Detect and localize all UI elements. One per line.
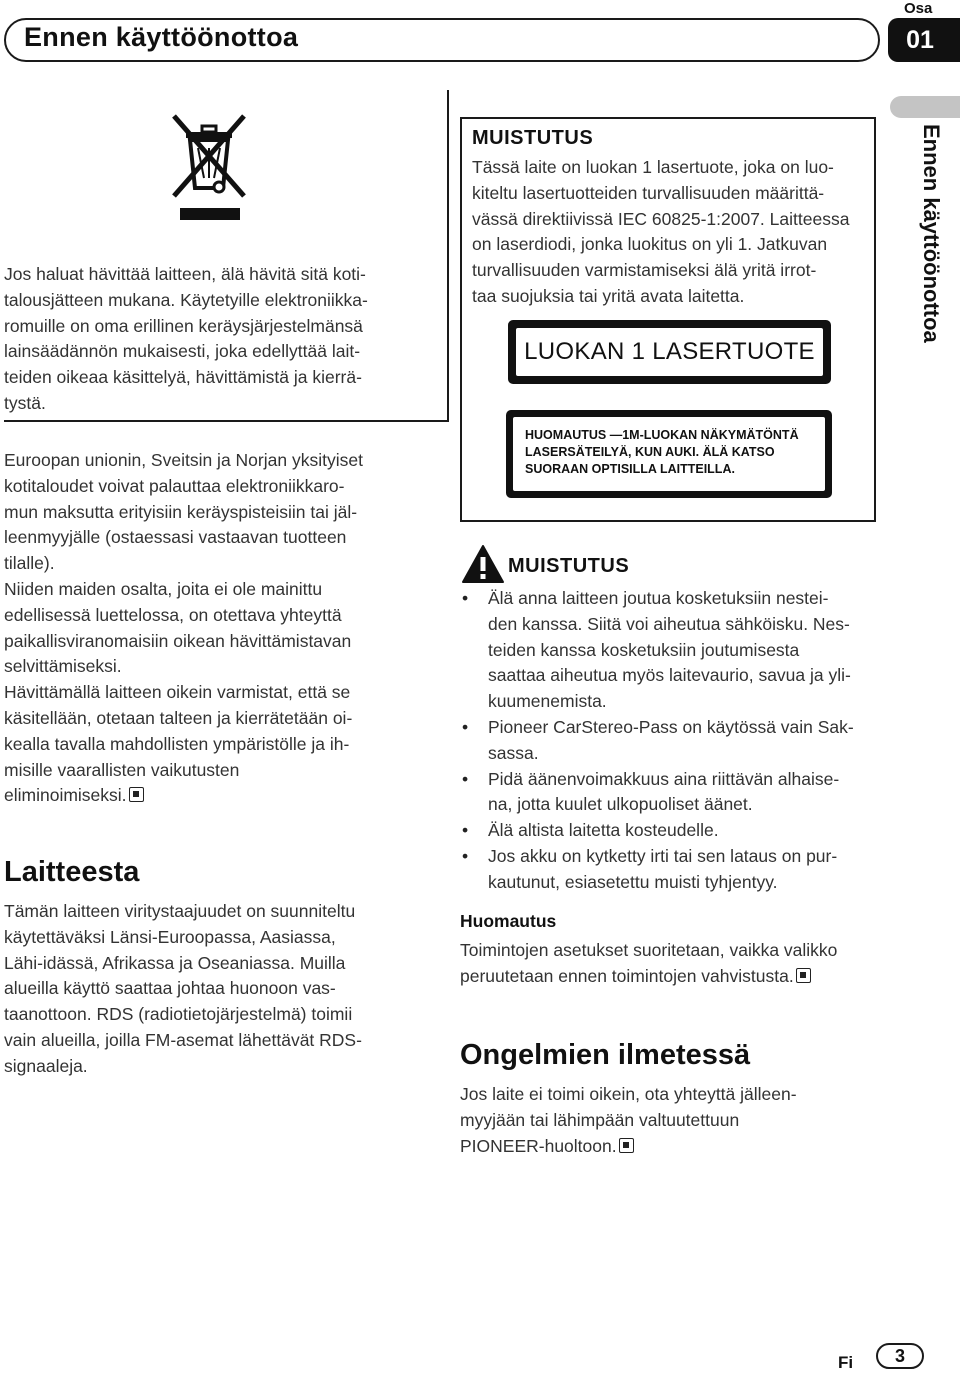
laser-warning-label <box>506 410 832 498</box>
warning-triangle-icon <box>461 544 505 589</box>
laitteesta-text: Tämän laitteen viritystaajuudet on suunniteltu käytettäväksi Länsi-Euroopassa, Aasiassa, Lähi-idässä, Afrikassa ja Oseaniassa. Muilla alueilla käyttö saattaa johtaa huonoon vas- taanottoon. RDS (radiotietojärjestelmä) toimii vain alueilla, joilla FM-asemat lähettävät RDS- signaaleja. <box>4 901 362 1076</box>
class1-laser-label-text: LUOKAN 1 LASERTUOTE <box>516 328 823 376</box>
problems-heading: Ongelmien ilmetessä <box>460 1039 751 1071</box>
disposal-text: Euroopan unionin, Sveitsin ja Norjan yksityiset kotitaloudet voivat palauttaa elektroniikkaro- mun maksutta erityisiin keräyspisteisiin tai jäl- leenmyyjälle (ostaessasi vastaavan tuotteen tilalle). Niiden maiden osalta, joita ei ole mainittu edellisessä luettelossa, on otettava yhteyttä paikallisviranomaisiin oikean hävittämistavan selvittämiseksi. Hävittämällä laitteen oikein varmistat, että se käsitellään, otetaan talteen ja kierrätetään oi- kealla tavalla mahdollisten ympäristölle ja ih- misille vaarallisten vaikutusten eliminoimiseksi. <box>4 450 363 806</box>
section-label: Osa <box>904 0 933 17</box>
page-title: Ennen käyttöönottoa <box>24 22 299 52</box>
problems-text: Jos laite ei toimi oikein, ota yhteyttä jälleen- myyjään tai lähimpään valtuutettuun PIONEER-huoltoon. <box>460 1084 797 1156</box>
list-item: • Pioneer CarStereo-Pass on käytössä vain Sak- sassa. <box>460 715 876 767</box>
end-of-section-icon <box>619 1138 634 1153</box>
end-of-section-icon <box>129 787 144 802</box>
weee-text: Jos haluat hävittää laitteen, älä hävitä sitä koti- talousjätteen mukana. Käytetyille elektroniikka- romuille on oma erillinen keräysjärjestelmänsä lainsäädännön mukaisesti, joka edellyttää lait- teiden oikeaa käsittelyä, hävittämistä ja kierrä- tystä. <box>4 264 368 413</box>
language-code: Fi <box>838 1353 854 1372</box>
laser-warning-label-text: HUOMAUTUS —1M-LUOKAN NÄKYMÄTÖNTÄ LASERSÄTEILYÄ, KUN AUKI. ÄLÄ KATSO SUORAAN OPTISILLA LAITTEILLA. <box>513 417 825 491</box>
laitteesta-heading: Laitteesta <box>4 856 140 888</box>
end-of-section-icon <box>796 968 811 983</box>
laser-notice-text: Tässä laite on luokan 1 lasertuote, joka on luo- kiteltu lasertuotteiden turvallisuuden määrittä- vässä direktiivissä IEC 60825-1:2007. Laitteessa on laserdiodi, jonka luokitus on yli 1. Jatkuvan turvallisuuden varmistamiseksi älä yritä irrot- taa suojuksia tai yritä avata laitetta. <box>472 157 850 306</box>
caution-list <box>460 586 876 896</box>
chapter-number-badge: 01 <box>888 18 960 62</box>
side-tab-marker <box>890 96 960 118</box>
side-chapter-title: Ennen käyttöönottoa <box>919 124 944 343</box>
list-item: • Älä altista laitetta kosteudelle. <box>460 818 876 844</box>
class1-laser-label <box>508 320 831 384</box>
crossed-out-wheelie-bin-icon <box>168 112 250 229</box>
caution-heading: MUISTUTUS <box>508 555 630 577</box>
laser-notice-heading: MUISTUTUS <box>472 127 594 149</box>
note-heading: Huomautus <box>460 911 557 931</box>
page-number: 3 <box>876 1343 924 1369</box>
note-text: Toimintojen asetukset suoritetaan, vaikka valikko peruutetaan ennen toimintojen vahvistusta. <box>460 940 838 986</box>
list-item: • Pidä äänenvoimakkuus aina riittävän alhaise- na, jotta kuulet ulkopuoliset äänet. <box>460 767 876 819</box>
list-item: • Älä anna laitteen joutua kosketuksiin nestei- den kanssa. Siitä voi aiheutua sähköisku. Nes- teiden kanssa kosketuksiin joutumisesta saattaa aiheutua myös laitevaurio, savua ja yli- kuumenemista. <box>460 586 876 715</box>
list-item: • Jos akku on kytketty irti tai sen lataus on pur- kautunut, esiasetettu muisti tyhjentyy. <box>460 844 876 896</box>
